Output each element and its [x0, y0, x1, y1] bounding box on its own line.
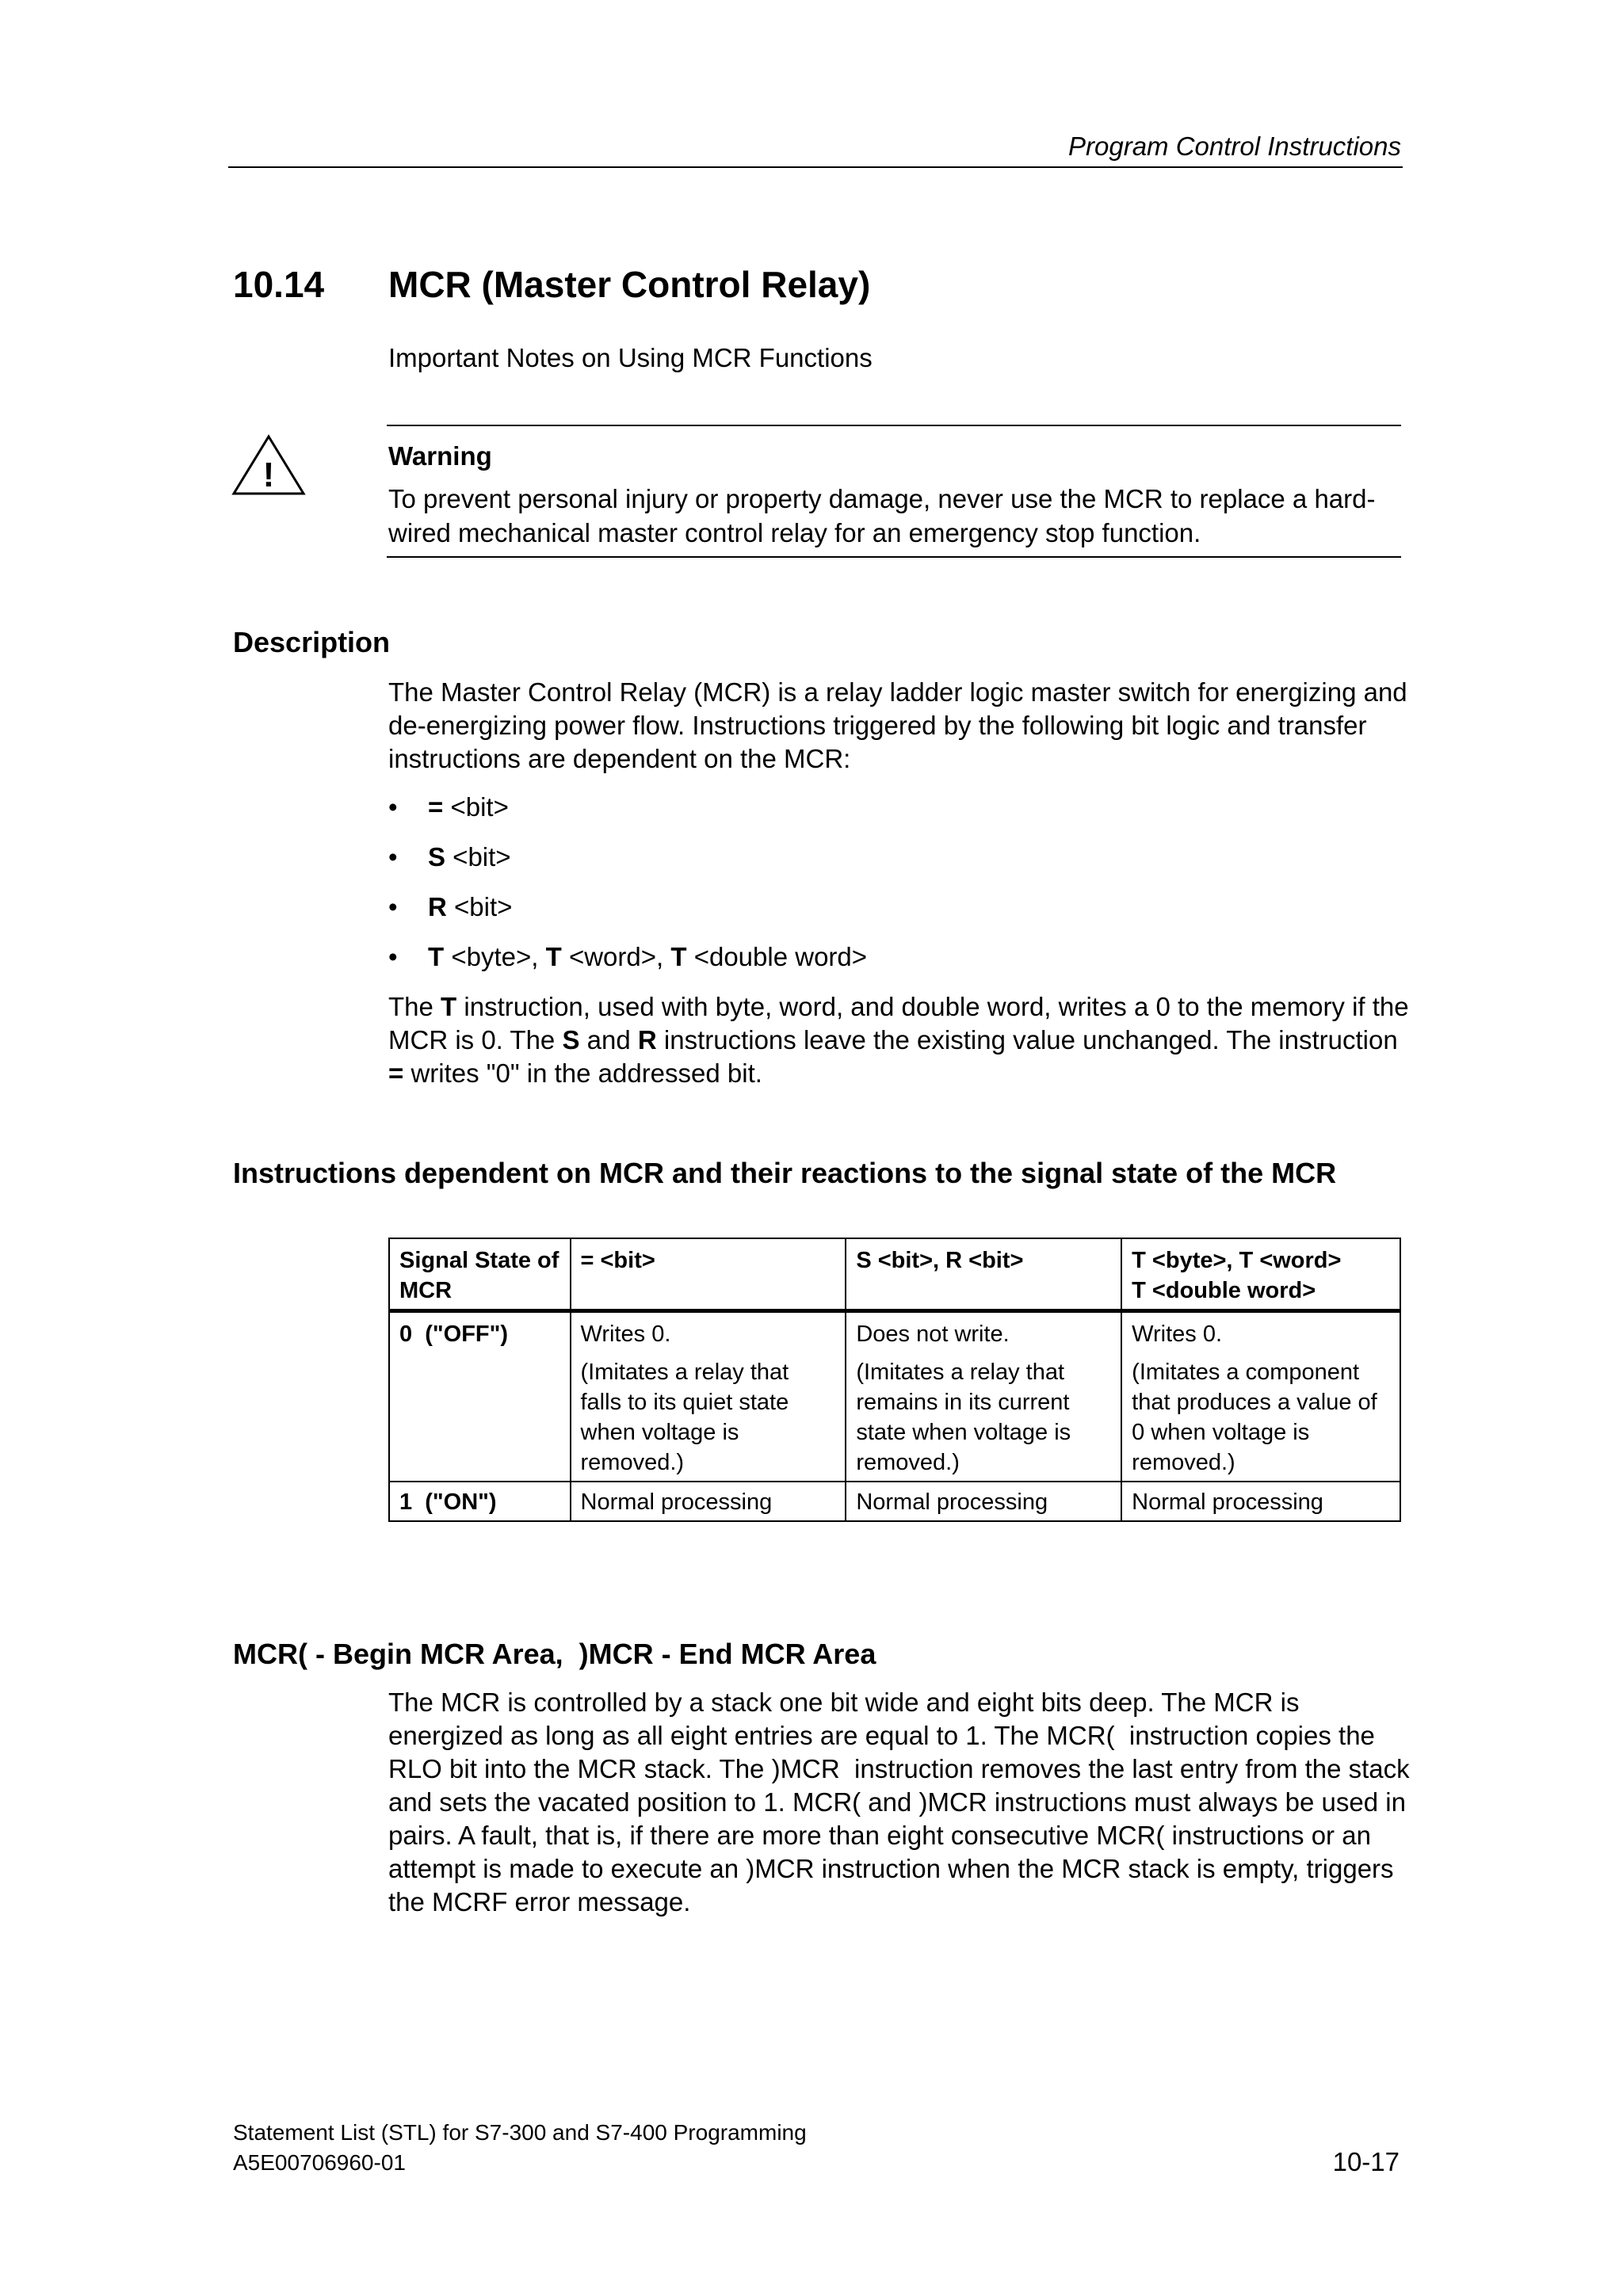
mcr-area-heading: MCR( - Begin MCR Area, )MCR - End MCR Area — [233, 1638, 876, 1670]
description-intro: The Master Control Relay (MCR) is a relay ladder logic master switch for energizing and de-energizing power flow. Instructions triggered by the following bit logic and transfer instructions are dependent on the MCR: — [388, 677, 1407, 773]
warning-top-rule — [387, 425, 1401, 426]
description-heading: Description — [233, 626, 391, 658]
table-cell: 0 ("OFF") — [389, 1311, 571, 1482]
mcr-area-text: The MCR is controlled by a stack one bit wide and eight bits deep. The MCR is energized as long as all eight entries are equal to 1. The MCR( instruction copies the RLO bit into the MCR stack. The )MCR instruction removes the last entry from the stack and sets the vacated position to 1. MCR( and )MCR instructions must always be used in pairs. A fault, that is, if there are more than eight consecutive MCR( instructions or an attempt is made to execute an )MCR instruction when the MCR stack is empty, triggers the MCRF error message. — [388, 1688, 1417, 1917]
column-header: = <bit> — [571, 1238, 846, 1311]
page-number: 10-17 — [1332, 2147, 1400, 2176]
column-header: T <byte>, T <word> T <double word> — [1121, 1238, 1400, 1311]
footer-book-title: Statement List (STL) for S7-300 and S7-400 Programming — [233, 2120, 807, 2145]
column-header: S <bit>, R <bit> — [846, 1238, 1121, 1311]
section-subtitle: Important Notes on Using MCR Functions — [388, 343, 873, 372]
table-cell: Writes 0. (Imitates a relay that falls to its quiet state when voltage is removed.) — [571, 1311, 846, 1482]
section-number: 10.14 — [233, 264, 325, 305]
section-title: MCR (Master Control Relay) — [388, 264, 871, 305]
warning-text: To prevent personal injury or property damage, never use the MCR to replace a hard-wired mechanical master control relay for an emergency stop function. — [388, 484, 1376, 547]
running-header: Program Control Instructions — [1068, 132, 1401, 161]
warning-label: Warning — [388, 441, 492, 471]
footer-doc-number: A5E00706960-01 — [233, 2150, 406, 2175]
table-row — [389, 1311, 1400, 1482]
table-header-row — [389, 1238, 1400, 1311]
table-heading: Instructions dependent on MCR and their reactions to the signal state of the MCR — [233, 1157, 1337, 1189]
mcr-reaction-table — [388, 1238, 1401, 1522]
table-cell: 1 ("ON") — [389, 1482, 571, 1521]
description-outro: The T instruction, used with byte, word, and double word, writes a 0 to the memory if the MCR is 0. The S and R instructions leave the existing value unchanged. The instruction = writes "0" in the addressed bit. — [388, 992, 1416, 1088]
warning-bottom-rule — [387, 556, 1401, 558]
svg-text:!: ! — [262, 456, 275, 494]
table-row — [389, 1482, 1400, 1521]
warning-triangle-icon — [231, 434, 306, 496]
table-cell: Normal processing — [1121, 1482, 1400, 1521]
header-rule — [228, 166, 1403, 168]
column-header: Signal State of MCR — [389, 1238, 571, 1311]
table-cell: Normal processing — [846, 1482, 1121, 1521]
table-cell: Normal processing — [571, 1482, 846, 1521]
table-cell: Does not write. (Imitates a relay that remains in its current state when voltage is removed.) — [846, 1311, 1121, 1482]
table-cell: Writes 0. (Imitates a component that produces a value of 0 when voltage is removed.) — [1121, 1311, 1400, 1482]
